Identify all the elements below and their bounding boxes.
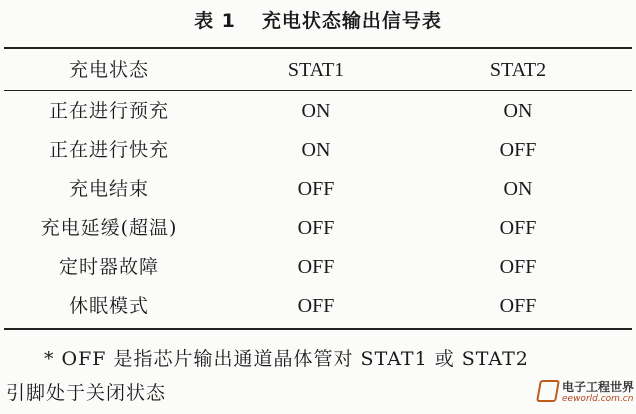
header-cell-stat1: STAT1 bbox=[287, 59, 345, 81]
row-stat2-cell: OFF bbox=[499, 139, 537, 161]
row-stat2-cell: ON bbox=[503, 100, 533, 122]
row-stat2-cell: OFF bbox=[499, 217, 537, 239]
row-stat2-cell: OFF bbox=[499, 256, 537, 278]
row-stat1-cell: OFF bbox=[297, 217, 335, 239]
table-row bbox=[0, 92, 636, 130]
row-stat2-cell: ON bbox=[503, 178, 533, 200]
row-state-cell: 正在进行预充 bbox=[48, 100, 169, 122]
table-caption-number: 表 1 bbox=[194, 10, 236, 32]
table-footnote-line-1: * OFF 是指芯片输出通道晶体管对 STAT1 或 STAT2 bbox=[44, 348, 529, 370]
table-row bbox=[0, 287, 636, 325]
header-cell-stat2: STAT2 bbox=[489, 59, 547, 81]
table-row bbox=[0, 248, 636, 286]
row-state-cell: 正在进行快充 bbox=[48, 139, 169, 161]
watermark-name: 电子工程世界 bbox=[562, 380, 635, 394]
watermark-mark-icon bbox=[536, 380, 560, 402]
row-stat1-cell: ON bbox=[301, 100, 331, 122]
table-caption bbox=[0, 6, 636, 36]
table-header-rule bbox=[4, 90, 632, 91]
row-state-cell: 定时器故障 bbox=[58, 256, 159, 278]
watermark-url: eeworld.com.cn bbox=[562, 394, 634, 404]
row-stat1-cell: OFF bbox=[297, 256, 335, 278]
table-caption-title: 充电状态输出信号表 bbox=[261, 10, 442, 32]
table-footnote-line-2: 引脚处于关闭状态 bbox=[6, 382, 167, 404]
table-top-rule bbox=[4, 47, 632, 49]
header-cell-state: 充电状态 bbox=[68, 59, 149, 81]
table-row bbox=[0, 170, 636, 208]
table-header-row bbox=[0, 51, 636, 89]
row-stat2-cell: OFF bbox=[499, 295, 537, 317]
row-state-cell: 充电结束 bbox=[68, 178, 149, 200]
table-row bbox=[0, 209, 636, 247]
row-stat1-cell: OFF bbox=[297, 178, 335, 200]
row-state-cell: 休眠模式 bbox=[68, 295, 149, 317]
watermark-logo bbox=[538, 378, 634, 410]
row-state-cell: 充电延缓(超温) bbox=[40, 217, 178, 239]
table-bottom-rule bbox=[4, 328, 632, 330]
table-row bbox=[0, 131, 636, 169]
row-stat1-cell: ON bbox=[301, 139, 331, 161]
row-stat1-cell: OFF bbox=[297, 295, 335, 317]
